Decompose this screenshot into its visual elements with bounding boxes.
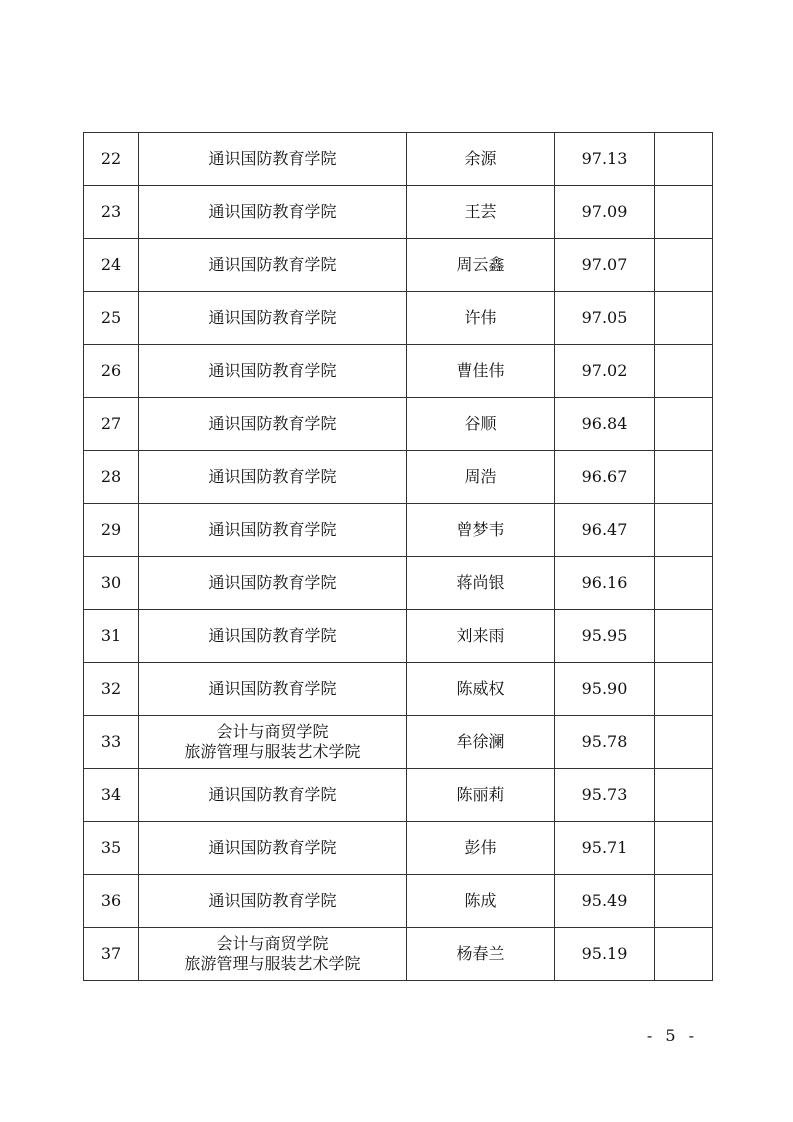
college-cell [139, 875, 407, 928]
note-cell [655, 822, 713, 875]
score-cell: 97.05 [555, 292, 655, 345]
table-row [84, 504, 713, 557]
college-name: 通识国防教育学院 [208, 414, 337, 433]
table-row [84, 292, 713, 345]
college-cell [139, 186, 407, 239]
college-name: 通识国防教育学院 [208, 255, 337, 274]
college-name: 通识国防教育学院 [208, 361, 337, 380]
table-row [84, 398, 713, 451]
score-cell: 97.02 [555, 345, 655, 398]
row-number-cell: 27 [84, 398, 139, 451]
table-row [84, 716, 713, 769]
note-cell [655, 504, 713, 557]
college-cell [139, 239, 407, 292]
student-name-cell: 周云鑫 [407, 239, 555, 292]
table-row [84, 663, 713, 716]
college-cell [139, 663, 407, 716]
note-cell [655, 186, 713, 239]
table-row [84, 822, 713, 875]
row-number-cell: 35 [84, 822, 139, 875]
student-name-cell: 周浩 [407, 451, 555, 504]
table-row [84, 769, 713, 822]
college-cell [139, 345, 407, 398]
student-name-cell: 许伟 [407, 292, 555, 345]
score-cell: 95.78 [555, 716, 655, 769]
college-name: 会计与商贸学院 [216, 934, 329, 953]
score-cell: 96.84 [555, 398, 655, 451]
note-cell [655, 133, 713, 186]
row-number-cell: 31 [84, 610, 139, 663]
college-cell [139, 557, 407, 610]
college-name: 会计与商贸学院 [216, 722, 329, 741]
note-cell [655, 769, 713, 822]
row-number-cell: 33 [84, 716, 139, 769]
college-name: 通识国防教育学院 [208, 467, 337, 486]
student-name-cell: 余源 [407, 133, 555, 186]
note-cell [655, 663, 713, 716]
table-row [84, 928, 713, 981]
note-cell [655, 398, 713, 451]
student-name-cell: 曾梦韦 [407, 504, 555, 557]
student-name-cell: 王芸 [407, 186, 555, 239]
college-cell [139, 398, 407, 451]
college-name: 通识国防教育学院 [208, 679, 337, 698]
college-name: 旅游管理与服装艺术学院 [184, 954, 361, 973]
score-cell: 95.73 [555, 769, 655, 822]
score-cell: 96.47 [555, 504, 655, 557]
student-name-cell: 陈成 [407, 875, 555, 928]
score-cell: 96.16 [555, 557, 655, 610]
student-name-cell: 陈丽莉 [407, 769, 555, 822]
note-cell [655, 557, 713, 610]
row-number-cell: 28 [84, 451, 139, 504]
table-row [84, 610, 713, 663]
student-name-cell: 杨春兰 [407, 928, 555, 981]
table-row [84, 239, 713, 292]
row-number-cell: 36 [84, 875, 139, 928]
college-cell [139, 451, 407, 504]
row-number-cell: 32 [84, 663, 139, 716]
college-name: 通识国防教育学院 [208, 626, 337, 645]
row-number-cell: 22 [84, 133, 139, 186]
note-cell [655, 451, 713, 504]
table-row [84, 186, 713, 239]
row-number-cell: 23 [84, 186, 139, 239]
note-cell [655, 292, 713, 345]
student-name-cell: 牟徐澜 [407, 716, 555, 769]
college-cell [139, 928, 407, 981]
row-number-cell: 29 [84, 504, 139, 557]
table-row [84, 133, 713, 186]
college-cell [139, 822, 407, 875]
row-number-cell: 34 [84, 769, 139, 822]
college-name: 通识国防教育学院 [208, 520, 337, 539]
note-cell [655, 239, 713, 292]
score-cell: 97.07 [555, 239, 655, 292]
score-cell: 97.13 [555, 133, 655, 186]
college-name: 旅游管理与服装艺术学院 [184, 742, 361, 761]
college-cell [139, 504, 407, 557]
note-cell [655, 928, 713, 981]
table-row [84, 451, 713, 504]
results-table [83, 132, 713, 981]
row-number-cell: 25 [84, 292, 139, 345]
score-cell: 95.71 [555, 822, 655, 875]
score-cell: 96.67 [555, 451, 655, 504]
score-cell: 95.49 [555, 875, 655, 928]
college-cell [139, 292, 407, 345]
college-cell [139, 716, 407, 769]
score-cell: 95.90 [555, 663, 655, 716]
note-cell [655, 875, 713, 928]
college-cell [139, 133, 407, 186]
college-name: 通识国防教育学院 [208, 891, 337, 910]
row-number-cell: 24 [84, 239, 139, 292]
score-cell: 95.95 [555, 610, 655, 663]
student-name-cell: 彭伟 [407, 822, 555, 875]
note-cell [655, 345, 713, 398]
college-name: 通识国防教育学院 [208, 149, 337, 168]
score-cell: 97.09 [555, 186, 655, 239]
row-number-cell: 26 [84, 345, 139, 398]
table-row [84, 345, 713, 398]
row-number-cell: 37 [84, 928, 139, 981]
college-name: 通识国防教育学院 [208, 838, 337, 857]
college-cell [139, 610, 407, 663]
note-cell [655, 610, 713, 663]
college-name: 通识国防教育学院 [208, 202, 337, 221]
student-name-cell: 蒋尚银 [407, 557, 555, 610]
results-table-body [84, 133, 713, 981]
student-name-cell: 曹佳伟 [407, 345, 555, 398]
student-name-cell: 陈威权 [407, 663, 555, 716]
college-name: 通识国防教育学院 [208, 573, 337, 592]
college-cell [139, 769, 407, 822]
row-number-cell: 30 [84, 557, 139, 610]
table-row [84, 557, 713, 610]
score-cell: 95.19 [555, 928, 655, 981]
student-name-cell: 谷顺 [407, 398, 555, 451]
page-number: - 5 - [646, 1026, 698, 1045]
college-name: 通识国防教育学院 [208, 785, 337, 804]
student-name-cell: 刘来雨 [407, 610, 555, 663]
note-cell [655, 716, 713, 769]
table-row [84, 875, 713, 928]
college-name: 通识国防教育学院 [208, 308, 337, 327]
